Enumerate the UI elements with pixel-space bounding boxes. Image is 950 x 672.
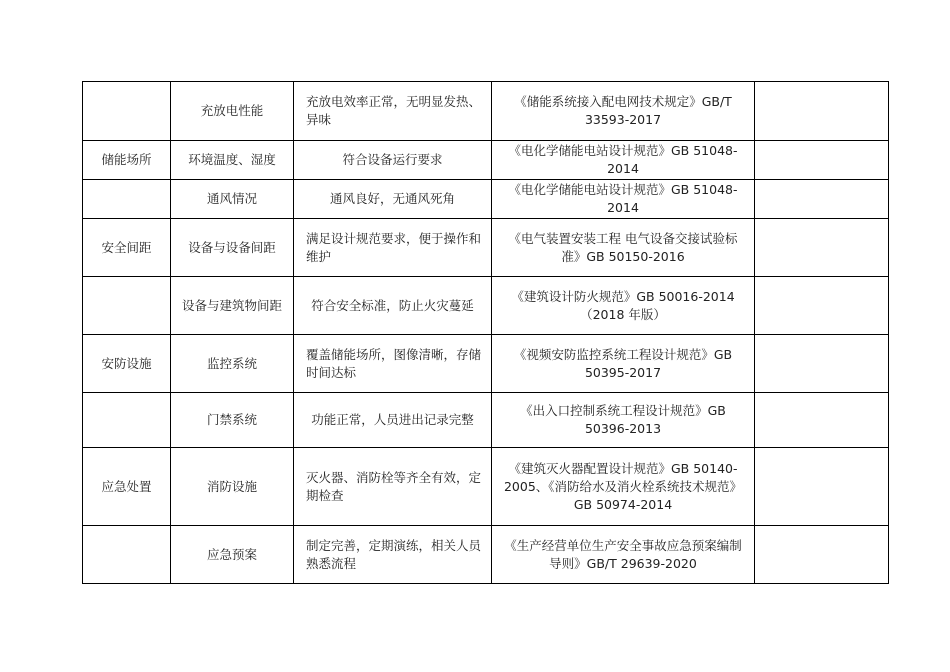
inspection-table: [82, 81, 889, 584]
category-cell: [83, 180, 171, 219]
table-row: [83, 180, 889, 219]
category-cell: [83, 82, 171, 141]
note-cell: [755, 277, 889, 335]
table-row: [83, 335, 889, 393]
note-cell: [755, 335, 889, 393]
item-cell: 门禁系统: [171, 393, 294, 448]
requirement-cell: 充放电效率正常，无明显发热、异味: [294, 82, 492, 141]
requirement-cell: 满足设计规范要求，便于操作和维护: [294, 219, 492, 277]
item-cell: 环境温度、湿度: [171, 141, 294, 180]
item-cell: 监控系统: [171, 335, 294, 393]
table-row: [83, 393, 889, 448]
category-cell: [83, 393, 171, 448]
note-cell: [755, 448, 889, 526]
category-cell: [83, 526, 171, 584]
note-cell: [755, 393, 889, 448]
requirement-cell: 符合安全标准，防止火灾蔓延: [294, 277, 492, 335]
standard-cell: 《电气装置安装工程 电气设备交接试验标准》GB 50150-2016: [492, 219, 755, 277]
category-cell: [83, 277, 171, 335]
item-cell: 充放电性能: [171, 82, 294, 141]
item-cell: 消防设施: [171, 448, 294, 526]
requirement-cell: 制定完善，定期演练，相关人员熟悉流程: [294, 526, 492, 584]
note-cell: [755, 526, 889, 584]
requirement-cell: 通风良好，无通风死角: [294, 180, 492, 219]
table-row: [83, 82, 889, 141]
standard-cell: 《视频安防监控系统工程设计规范》GB 50395-2017: [492, 335, 755, 393]
standard-cell: 《建筑灭火器配置设计规范》GB 50140-2005、《消防给水及消火栓系统技术规范》GB 50974-2014: [492, 448, 755, 526]
note-cell: [755, 141, 889, 180]
item-cell: 设备与建筑物间距: [171, 277, 294, 335]
item-cell: 通风情况: [171, 180, 294, 219]
standard-cell: 《出入口控制系统工程设计规范》GB 50396-2013: [492, 393, 755, 448]
standard-cell: 《生产经营单位生产安全事故应急预案编制导则》GB/T 29639-2020: [492, 526, 755, 584]
requirement-cell: 功能正常，人员进出记录完整: [294, 393, 492, 448]
note-cell: [755, 219, 889, 277]
item-cell: 设备与设备间距: [171, 219, 294, 277]
standard-cell: 《电化学储能电站设计规范》GB 51048-2014: [492, 141, 755, 180]
category-cell: 应急处置: [83, 448, 171, 526]
category-cell: 安全间距: [83, 219, 171, 277]
standard-cell: 《储能系统接入配电网技术规定》GB/T 33593-2017: [492, 82, 755, 141]
note-cell: [755, 82, 889, 141]
requirement-cell: 灭火器、消防栓等齐全有效，定期检查: [294, 448, 492, 526]
item-cell: 应急预案: [171, 526, 294, 584]
note-cell: [755, 180, 889, 219]
table-row: [83, 277, 889, 335]
requirement-cell: 符合设备运行要求: [294, 141, 492, 180]
table-row: [83, 526, 889, 584]
table-row: [83, 219, 889, 277]
category-cell: 储能场所: [83, 141, 171, 180]
table-row: [83, 448, 889, 526]
requirement-cell: 覆盖储能场所，图像清晰，存储时间达标: [294, 335, 492, 393]
category-cell: 安防设施: [83, 335, 171, 393]
table-row: [83, 141, 889, 180]
standard-cell: 《电化学储能电站设计规范》GB 51048-2014: [492, 180, 755, 219]
standard-cell: 《建筑设计防火规范》GB 50016-2014（2018 年版）: [492, 277, 755, 335]
